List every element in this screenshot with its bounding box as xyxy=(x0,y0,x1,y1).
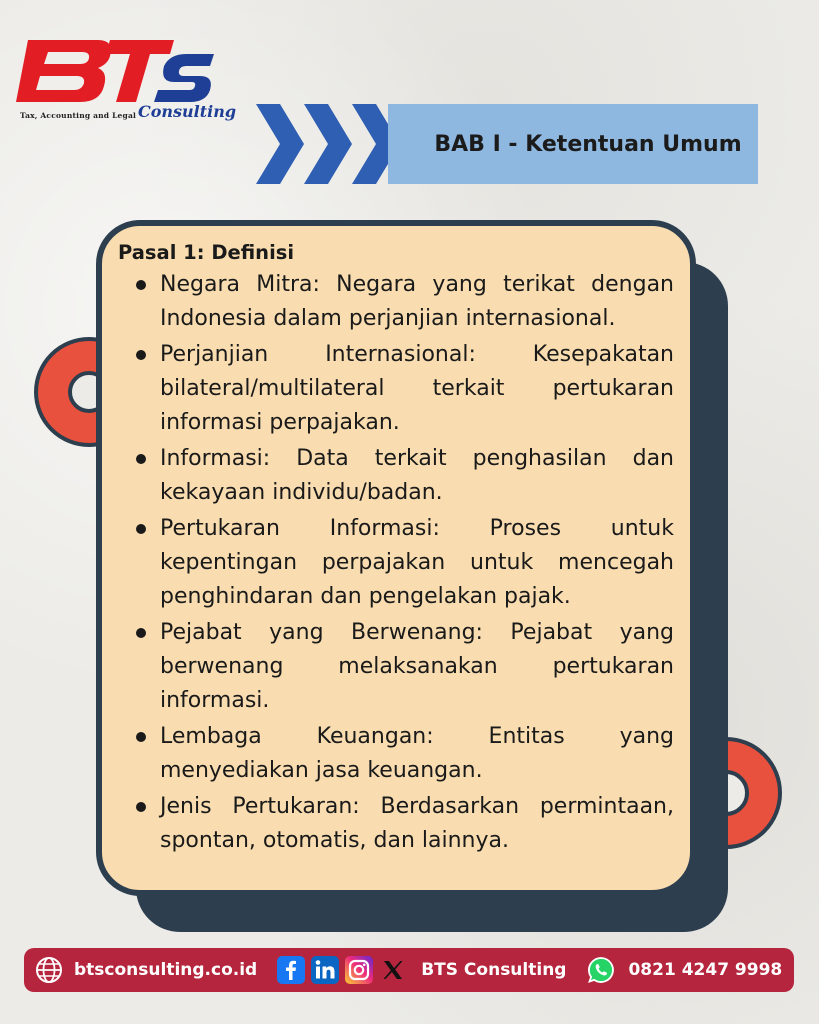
bullet-icon xyxy=(136,732,146,742)
footer-bar xyxy=(24,948,794,992)
logo-subtitle: Consulting xyxy=(138,102,237,121)
website-link[interactable]: btsconsulting.co.id xyxy=(74,960,258,980)
list-item-text: Pejabat yang Berwenang: Pejabat yang berwenang melaksanakan pertukaran informasi. xyxy=(160,620,674,713)
phone-number[interactable]: 0821 4247 9998 xyxy=(628,960,783,980)
bullet-icon xyxy=(136,628,146,638)
chapter-banner xyxy=(388,104,758,184)
logo-tagline: Tax, Accounting and Legal xyxy=(20,111,137,120)
bts-logo-mark xyxy=(14,36,214,108)
x-icon[interactable] xyxy=(379,956,407,984)
list-item xyxy=(118,790,674,858)
whatsapp-icon[interactable] xyxy=(586,955,616,985)
list-item-text: Perjanjian Internasional: Kesepakatan bilateral/multilateral terkait pertukaran informasi perpajakan. xyxy=(160,342,674,435)
bullet-icon xyxy=(136,454,146,464)
definition-list xyxy=(118,268,674,858)
list-item xyxy=(118,338,674,440)
list-item-text: Informasi: Data terkait penghasilan dan kekayaan individu/badan. xyxy=(160,446,674,505)
list-item xyxy=(118,268,674,336)
bullet-icon xyxy=(136,802,146,812)
bullet-icon xyxy=(136,524,146,534)
list-item-text: Pertukaran Informasi: Proses untuk kepentingan perpajakan untuk mencegah penghindaran dan pengelakan pajak. xyxy=(160,516,674,609)
list-item xyxy=(118,442,674,510)
definition-card xyxy=(96,220,696,896)
facebook-icon[interactable] xyxy=(277,956,305,984)
brand-name: BTS Consulting xyxy=(421,960,567,980)
list-item xyxy=(118,512,674,614)
list-item-text: Negara Mitra: Negara yang terikat dengan Indonesia dalam perjanjian internasional. xyxy=(160,272,674,331)
section-title: Pasal 1: Definisi xyxy=(118,241,295,264)
bts-logo xyxy=(14,36,237,128)
chapter-title: BAB I - Ketentuan Umum xyxy=(434,131,742,157)
globe-icon xyxy=(34,955,64,985)
list-item xyxy=(118,616,674,718)
list-item-text: Jenis Pertukaran: Berdasarkan permintaan, spontan, otomatis, dan lainnya. xyxy=(160,794,674,853)
bullet-icon xyxy=(136,350,146,360)
list-item xyxy=(118,720,674,788)
linkedin-icon[interactable] xyxy=(311,956,339,984)
instagram-icon[interactable] xyxy=(345,956,373,984)
list-item-text: Lembaga Keuangan: Entitas yang menyediakan jasa keuangan. xyxy=(160,724,674,783)
bullet-icon xyxy=(136,280,146,290)
